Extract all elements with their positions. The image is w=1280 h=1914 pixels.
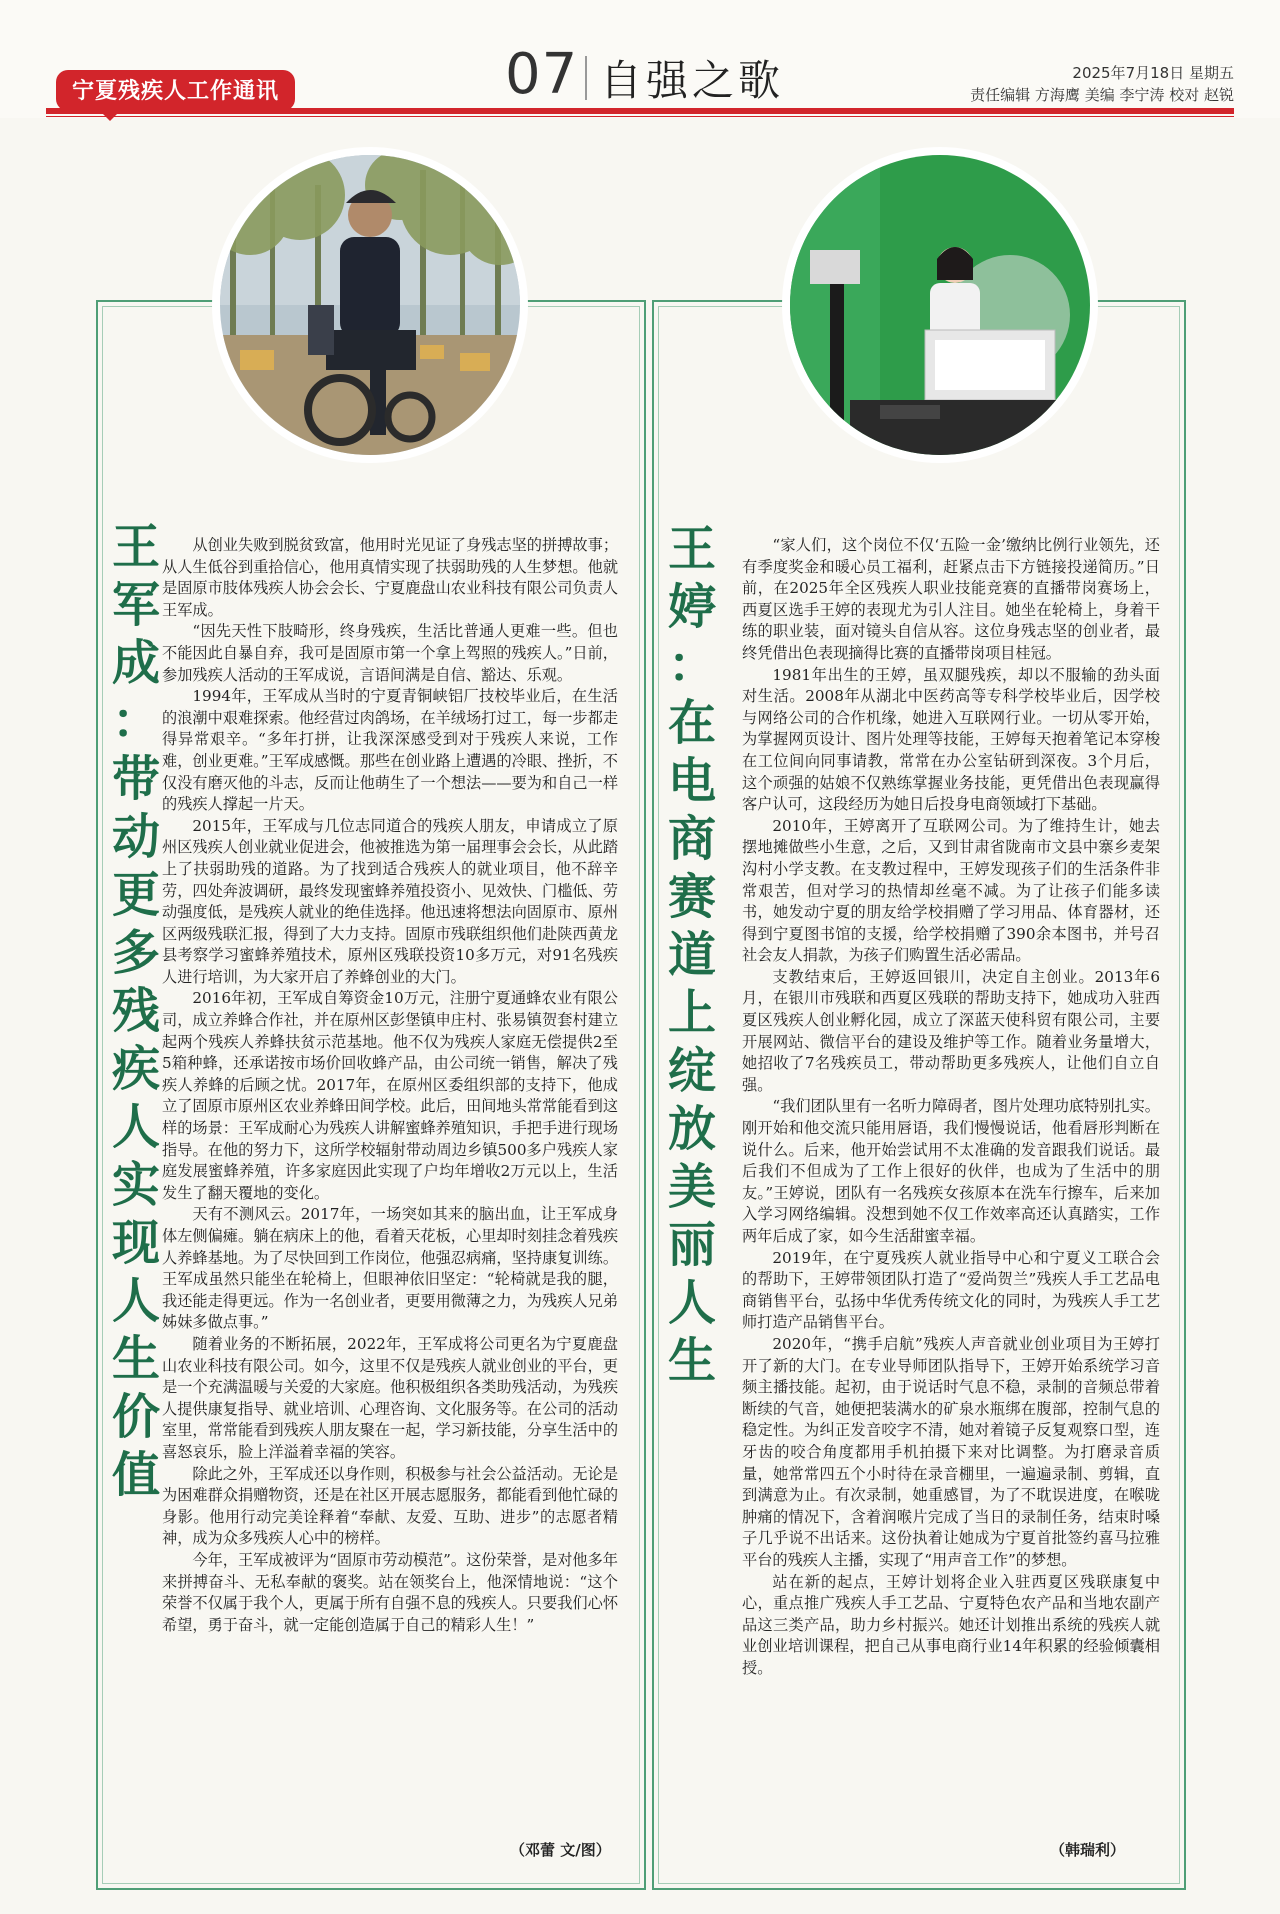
right-article-byline: （韩瑞利）	[1050, 1841, 1126, 1859]
headline-char: 多	[111, 925, 160, 981]
headline-char: 电	[667, 753, 716, 809]
headline-char: 王	[111, 519, 160, 575]
issue-date: 2025年7月18日 星期五	[1072, 64, 1234, 82]
headline-char: 上	[667, 985, 716, 1041]
masthead	[0, 0, 1280, 118]
masthead-rule-thin	[46, 116, 1234, 117]
article-paragraph: “我们团队里有一名听力障碍者，图片处理功底特别扎实。刚开始和他交流只能用唇语，我们慢慢说话，他看唇形判断在说什么。后来，他开始尝试用不太准确的发音跟我们说话。最后我们不但成为了工作上很好的伙伴，也成为了生活中的朋友。”王婷说，团队有一名残疾女孩原本在洗车行擦车，后来加入学习网络编辑。没想到她不仅工作效率高还认真踏实，工作两年后成了家，如今生活甜蜜幸福。	[742, 1097, 1160, 1245]
article-paragraph: 1994年，王军成从当时的宁夏青铜峡铝厂技校毕业后，在生活的浪潮中艰难探索。他经营过肉鸽场，在羊绒场打过工，每一步都走得异常艰辛。“多年打拼，让我深深感受到对于残疾人来说，工作难，创业更难。”王军成感慨。那些在创业路上遭遇的冷眼、挫折，不仅没有磨灭他的斗志，反而让他萌生了一个想法——要为和自己一样的残疾人撑起一片天。	[162, 687, 618, 814]
left-article-body	[162, 535, 618, 1636]
article-paragraph: 支教结束后，王婷返回银川，决定自主创业。2013年6月，在银川市残联和西夏区残联的帮助支持下，她成功入驻西夏区残疾人创业孵化园，成立了深蓝天使科贸有限公司，主要开展网站、微信平台的建设及维护等工作。随着业务量增大，她招收了7名残疾员工，带动帮助更多残疾人，让他们自立自强。	[742, 967, 1160, 1094]
article-paragraph: 2020年，“携手启航”残疾人声音就业创业项目为王婷打开了新的大门。在专业导师团队指导下，王婷开始系统学习音频主播技能。起初，由于说话时气息不稳，录制的音频总带着断续的气音，她便把装满水的矿泉水瓶绑在腹部，控制气息的稳定性。为纠正发音咬字不清，她对着镜子反复观察口型，连牙齿的咬合角度都用手机拍摄下来对比调整。为打磨录音质量，她常常四五个小时待在录音棚里，一遍遍录制、剪辑，直到满意为止。有次录制，她重感冒，为了不耽误进度，在喉咙肿痛的情况下，含着润喉片完成了当日的录制任务，结束时嗓子几乎说不出话来。这份执着让她成为宁夏首批签约喜马拉雅平台的残疾人主播，实现了“用声音工作”的梦想。	[742, 1334, 1160, 1569]
headline-char: 赛	[667, 869, 716, 925]
headline-char: 成	[111, 635, 160, 691]
headline-char: 疾	[111, 1041, 160, 1097]
headline-char: 美	[667, 1159, 716, 1215]
right-article-photo	[790, 155, 1090, 455]
headline-char: 人	[111, 1099, 160, 1155]
page-separator	[585, 56, 587, 100]
headline-char: 王	[667, 521, 716, 577]
article-paragraph: 2015年，王军成与几位志同道合的残疾人朋友，申请成立了原州区残疾人创业就业促进会，他被推选为第一届理事会会长，从此踏上了扶弱助残的道路。为了找到适合残疾人的就业项目，他不辞辛劳，四处奔波调研，最终发现蜜蜂养殖投资小、见效快、门槛低、劳动强度低，是残疾人就业的绝佳选择。他迅速将想法向固原市、原州区两级残联汇报，得到了大力支持。固原市残联组织他们赴陕西黄龙县考察学习蜜蜂养殖技术，原州区残联投资10多万元，对91名残疾人进行培训，为大家开启了养蜂创业的大门。	[162, 816, 618, 986]
article-paragraph: 站在新的起点，王婷计划将企业入驻西夏区残联康复中心，重点推广残疾人手工艺品、宁夏特色农产品和当地农副产品这三类产品，助力乡村振兴。她还计划推出系统的残疾人就业创业培训课程，把自己从事电商行业14年积累的经验倾囊相授。	[742, 1572, 1160, 1677]
man-in-wheelchair-image	[220, 155, 520, 455]
section-title: 自强之歌	[600, 56, 785, 105]
headline-char: 绽	[667, 1043, 716, 1099]
article-paragraph: 2016年初，王军成自筹资金10万元，注册宁夏通蜂农业有限公司，成立养蜂合作社，并在原州区彭堡镇申庄村、张易镇贺套村建立起两个残疾人养蜂扶贫示范基地。他不仅为残疾人家庭无偿提供2至5箱种蜂，还承诺按市场价回收蜂产品，由公司统一销售，解决了残疾人养蜂的后顾之忧。2017年，在原州区委组织部的支持下，他成立了固原市原州区农业养蜂田间学校。此后，田间地头常常能看到这样的场景：王军成耐心为残疾人讲解蜜蜂养殖知识，手把手进行现场指导。在他的努力下，这所学校辐射带动周边乡镇500多户残疾人家庭发展蜜蜂养殖，许多家庭因此实现了户均年增收2万元以上，生活发生了翻天覆地的变化。	[162, 989, 618, 1202]
left-article-headline	[106, 518, 166, 1504]
headline-char: 生	[667, 1333, 716, 1389]
headline-char: ：	[667, 637, 716, 693]
article-paragraph: “因先天性下肢畸形，终身残疾，生活比普通人更难一些。但也不能因此自暴自弃，我可是固原市第一个拿上驾照的残疾人。”日前，参加残疾人活动的王军成说，言语间满是自信、豁达、乐观。	[162, 622, 618, 684]
headline-char: 在	[667, 695, 716, 751]
headline-char: 军	[111, 577, 160, 633]
headline-char: 动	[111, 809, 160, 865]
article-paragraph: 随着业务的不断拓展，2022年，王军成将公司更名为宁夏鹿盘山农业科技有限公司。如今，这里不仅是残疾人就业创业的平台，更是一个充满温暖与关爱的大家庭。他积极组织各类助残活动，为残疾人提供康复指导、就业培训、心理咨询、文化服务等。在公司的活动室里，常常能看到残疾人朋友聚在一起，学习新技能，分享生活中的喜怒哀乐，脸上洋溢着幸福的笑容。	[162, 1334, 618, 1461]
headline-char: 残	[111, 983, 160, 1039]
page-number: 07	[505, 42, 579, 107]
article-paragraph: 2010年，王婷离开了互联网公司。为了维持生计，她去摆地摊做些小生意，之后，又到甘肃省陇南市文县中寨乡麦架沟村小学支教。在支教过程中，王婷发现孩子们的生活条件非常艰苦，但对学习的热情却丝毫不减。为了让孩子们能多读书，她发动宁夏的朋友给学校捐赠了学习用品、体育器材，还得到宁夏图书馆的支援，给学校捐赠了390余本图书，并号召社会友人捐款，为孩子们购置生活必需品。	[742, 816, 1160, 965]
article-paragraph: 2019年，在宁夏残疾人就业指导中心和宁夏义工联合会的帮助下，王婷带领团队打造了“爱尚贺兰”残疾人手工艺品电商销售平台，弘扬中华优秀传统文化的同时，为残疾人手工艺师打造产品销售平台。	[742, 1248, 1160, 1332]
headline-char: 实	[111, 1157, 160, 1213]
article-paragraph: 从创业失败到脱贫致富，他用时光见证了身残志坚的拼搏故事；从人生低谷到重拾信心，他用真情实现了扶弱助残的人生梦想。他就是固原市肢体残疾人协会会长、宁夏鹿盘山农业科技有限公司负责人王军成。	[162, 536, 618, 619]
headline-char: 放	[667, 1101, 716, 1157]
headline-char: 值	[111, 1447, 160, 1503]
article-paragraph: 除此之外，王军成还以身作则，积极参与社会公益活动。无论是为困难群众捐赠物资，还是在社区开展志愿服务，都能看到他忙碌的身影。他用行动完美诠释着“奉献、友爱、互助、进步”的志愿者精神，成为众多残疾人心中的榜样。	[162, 1464, 618, 1548]
headline-char: 商	[667, 811, 716, 867]
headline-char: 人	[667, 1275, 716, 1331]
headline-char: 生	[111, 1331, 160, 1387]
headline-char: 更	[111, 867, 160, 923]
editor-credits: 责任编辑 方海鹰 美编 李宁涛 校对 赵锐	[970, 86, 1234, 104]
headline-char: 丽	[667, 1217, 716, 1273]
masthead-rule	[46, 108, 1234, 114]
headline-char: ：	[111, 693, 160, 749]
right-article-body	[742, 535, 1160, 1679]
headline-char: 道	[667, 927, 716, 983]
article-paragraph: 1981年出生的王婷，虽双腿残疾，却以不服输的劲头面对生活。2008年从湖北中医药高等专科学校毕业后，因学校与网络公司的合作机缘，她进入互联网行业。一切从零开始，为掌握网页设计、图片处理等技能，王婷每天抱着笔记本穿梭在工位间向同事请教，常常在办公室钻研到深夜。3个月后，这个顽强的姑娘不仅熟练掌握业务技能，更凭借出色表现赢得客户认可，这段经历为她日后投身电商领域打下基础。	[742, 665, 1160, 814]
left-article-photo	[220, 155, 520, 455]
headline-char: 带	[111, 751, 160, 807]
headline-char: 现	[111, 1215, 160, 1271]
headline-char: 人	[111, 1273, 160, 1329]
article-paragraph: “家人们，这个岗位不仅‘五险一金’缴纳比例行业领先，还有季度奖金和暖心员工福利，赶紧点击下方链接投递简历。”日前，在2025年全区残疾人职业技能竞赛的直播带岗赛场上，西夏区选手王婷的表现尤为引人注目。她坐在轮椅上，身着干练的职业装，面对镜头自信从容。这位身残志坚的创业者，最终凭借出色表现摘得比赛的直播带岗项目桂冠。	[742, 536, 1160, 662]
left-article-byline: （邓蕾 文/图）	[510, 1841, 611, 1859]
newspaper-logo: 宁夏残疾人工作通讯	[56, 70, 295, 111]
livestream-studio-image	[790, 155, 1090, 455]
headline-char: 婷	[667, 579, 716, 635]
right-article-headline	[662, 520, 722, 1390]
article-paragraph: 今年，王军成被评为“固原市劳动模范”。这份荣誉，是对他多年来拼搏奋斗、无私奉献的褒奖。站在领奖台上，他深情地说：“这个荣誉不仅属于我个人，更属于所有自强不息的残疾人。只要我们心怀希望，勇于奋斗，就一定能创造属于自己的精彩人生！”	[162, 1550, 618, 1634]
headline-char: 价	[111, 1389, 160, 1445]
article-paragraph: 天有不测风云。2017年，一场突如其来的脑出血，让王军成身体左侧偏瘫。躺在病床上的他，看着天花板，心里却时刻挂念着残疾人养蜂基地。为了尽快回到工作岗位，他强忍病痛，坚持康复训练。王军成虽然只能坐在轮椅上，但眼神依旧坚定：“轮椅就是我的腿，我还能走得更远。作为一名创业者，更要用微薄之力，为残疾人兄弟姊妹多做点事。”	[162, 1205, 618, 1332]
